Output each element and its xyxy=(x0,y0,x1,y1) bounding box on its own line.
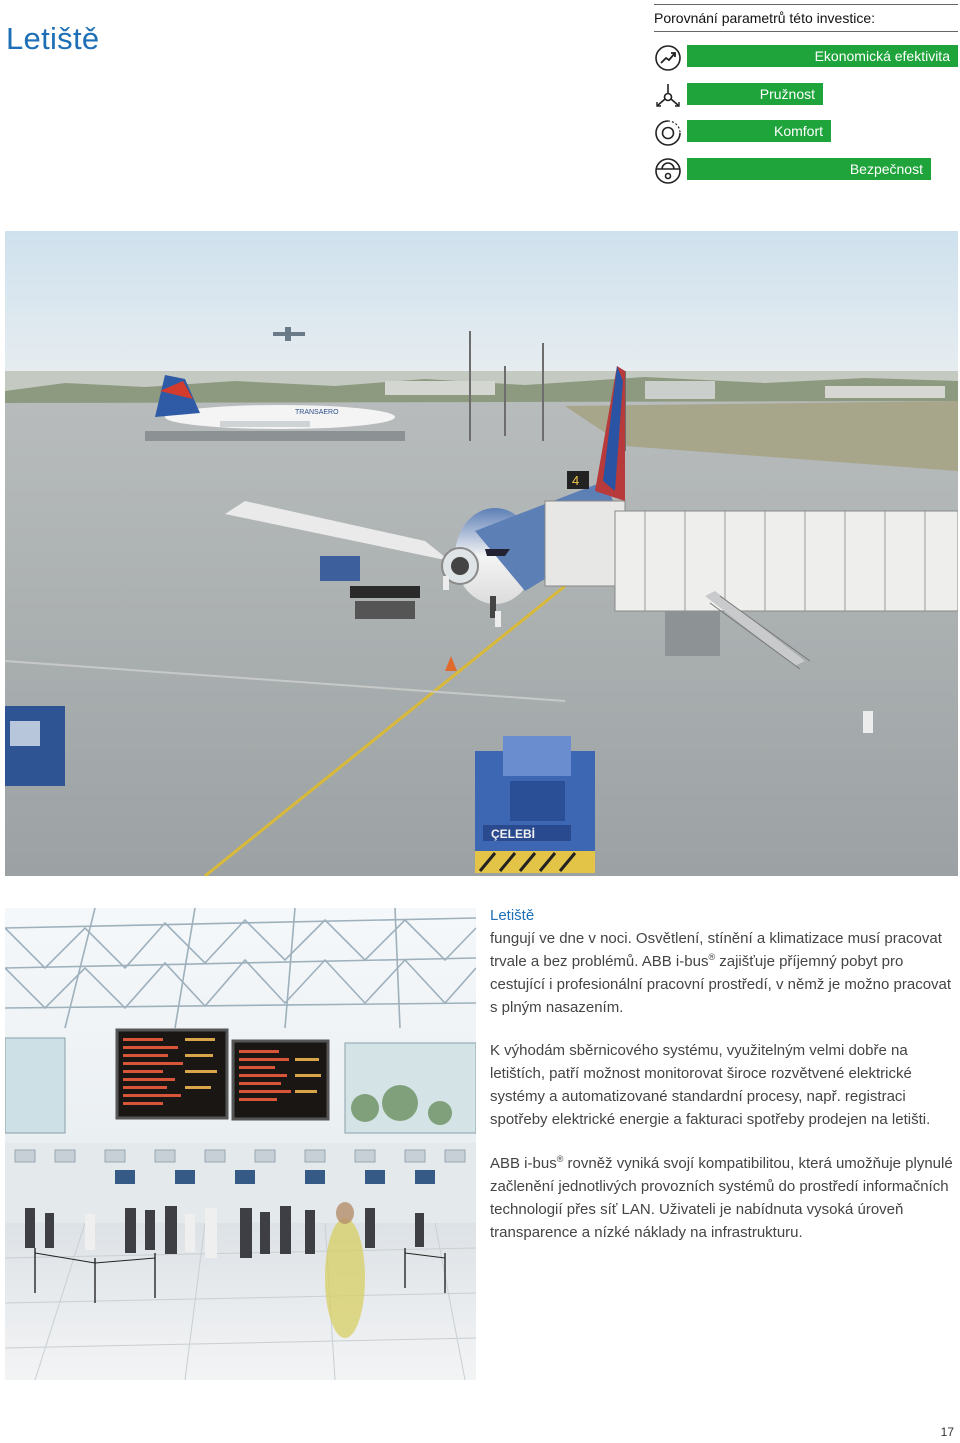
article-block-3 xyxy=(490,1152,960,1244)
article-heading: Letiště xyxy=(490,907,535,924)
registered-mark: ® xyxy=(556,1154,564,1164)
comparison-header: Porovnání parametrů této investice: xyxy=(654,4,958,32)
apron-photo xyxy=(5,231,958,876)
security-icon xyxy=(654,157,682,185)
terminal-photo xyxy=(5,908,476,1380)
article-p1-part-a: fungují ve dne v noci. Osvětlení, stínění a klimatizace musí pracovat trvale a bez problémů. ABB i-bus xyxy=(490,930,942,970)
article-paragraph-2: K výhodám sběrnicového systému, využitelným velmi dobře na letištích, patří možnost monitorovat široce rozvětvené elektrické systémy a automatizované standardní procesy, např. registraci spotřeby elektrické energie a fakturaci spotřeby prodejen na letišti. xyxy=(490,1042,931,1128)
param-bar-flexibility: Pružnost xyxy=(687,83,823,105)
param-bar-security: Bezpečnost xyxy=(687,158,931,180)
article xyxy=(490,904,960,1019)
page-title: Letiště xyxy=(6,20,100,56)
comfort-icon xyxy=(654,119,682,147)
param-bar-economic: Ekonomická efektivita xyxy=(687,45,958,67)
param-bar-comfort: Komfort xyxy=(687,120,831,142)
gate-sign: 4 xyxy=(572,473,580,488)
registered-mark: ® xyxy=(708,952,716,962)
page-number: 17 xyxy=(940,1425,954,1439)
article-paragraph-1 xyxy=(490,927,960,1019)
article-p3-part-b: rovněž vyniká svojí kompatibilitou, která umožňuje plynulé začlenění jednotlivých provozních systémů do prostředí informačních technologií přes síť LAN. Uživateli je nabídnuta vysoká úroveň transparence a nízké náklady na infrastrukturu. xyxy=(490,1155,953,1241)
flexibility-icon xyxy=(654,82,682,110)
plane-logo: TRANSAERO xyxy=(295,409,339,416)
article-block-2 xyxy=(490,1039,960,1131)
article-paragraph-3 xyxy=(490,1152,960,1244)
article-p1-part-b: zajišťuje příjemný pobyt pro cestující i profesionální pracovní prostředí, v němž je možno pracovat s plným nasazením. xyxy=(490,953,952,1016)
truck-logo: ÇELEBİ xyxy=(491,827,536,841)
article-p3-part-a: ABB i-bus xyxy=(490,1155,557,1172)
trend-up-icon xyxy=(654,44,682,72)
